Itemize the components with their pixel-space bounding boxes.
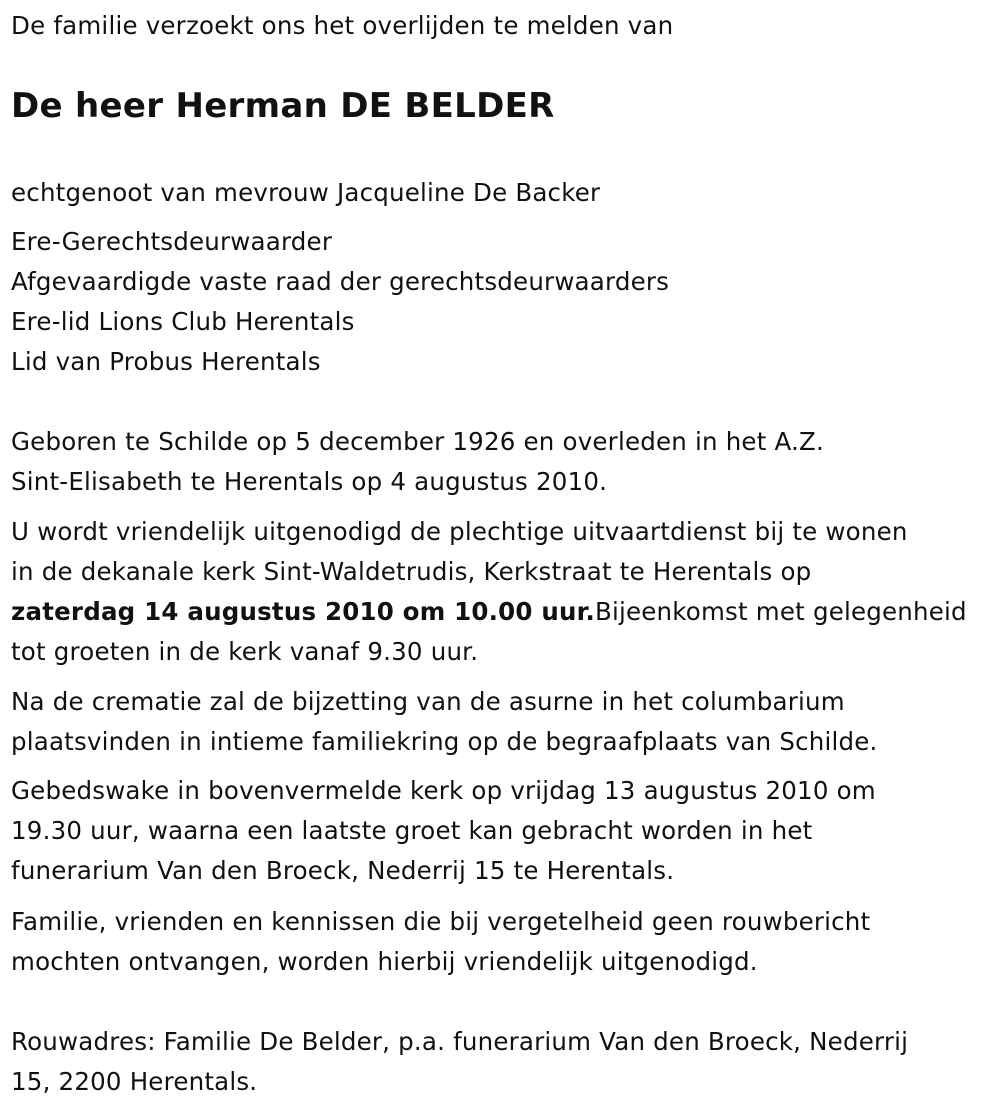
- paragraph-line: [11, 592, 967, 632]
- paragraph-line: Geboren te Schilde op 5 december 1926 en overleden in het A.Z.: [11, 427, 824, 456]
- titles-list: [11, 222, 669, 382]
- title-item: Ere-Gerechtsdeurwaarder: [11, 227, 333, 256]
- paragraph-line: funerarium Van den Broeck, Nederrij 15 te Herentals.: [11, 856, 675, 885]
- paragraph-line: tot groeten in de kerk vanaf 9.30 uur.: [11, 637, 479, 666]
- paragraph-line: Na de crematie zal de bijzetting van de asurne in het columbarium: [11, 687, 845, 716]
- title-item: Lid van Probus Herentals: [11, 347, 321, 376]
- deceased-name: De heer Herman DE BELDER: [11, 86, 555, 126]
- paragraph-line: Gebedswake in bovenvermelde kerk op vrijdag 13 augustus 2010 om: [11, 776, 876, 805]
- family-invitation-paragraph: [11, 902, 870, 982]
- service-gathering-text: Bijeenkomst met gelegenheid: [594, 597, 967, 626]
- paragraph-line: Rouwadres: Familie De Belder, p.a. funerarium Van den Broeck, Nederrij: [11, 1027, 909, 1056]
- cremation-paragraph: [11, 682, 878, 762]
- paragraph-line: Familie, vrienden en kennissen die bij vergetelheid geen rouwbericht: [11, 907, 871, 936]
- paragraph-line: mochten ontvangen, worden hierbij vriendelijk uitgenodigd.: [11, 947, 758, 976]
- paragraph-line: plaatsvinden in intieme familiekring op de begraafplaats van Schilde.: [11, 727, 878, 756]
- spouse-section: [11, 173, 600, 213]
- paragraph-line: Sint-Elisabeth te Herentals op 4 augustus 2010.: [11, 467, 608, 496]
- paragraph-line: U wordt vriendelijk uitgenodigd de plechtige uitvaartdienst bij te wonen: [11, 517, 908, 546]
- intro-text: De familie verzoekt ons het overlijden te melden van: [11, 11, 674, 40]
- paragraph-line: 19.30 uur, waarna een laatste groet kan gebracht worden in het: [11, 816, 813, 845]
- funeral-service-paragraph: [11, 512, 967, 672]
- spouse-text: echtgenoot van mevrouw Jacqueline De Backer: [11, 178, 601, 207]
- birth-death-paragraph: [11, 422, 824, 502]
- title-item: Afgevaardigde vaste raad der gerechtsdeurwaarders: [11, 267, 670, 296]
- paragraph-line: in de dekanale kerk Sint-Waldetrudis, Kerkstraat te Herentals op: [11, 557, 812, 586]
- mourning-address: [11, 1022, 908, 1102]
- prayer-vigil-paragraph: [11, 771, 876, 891]
- title-item: Ere-lid Lions Club Herentals: [11, 307, 355, 336]
- paragraph-line: 15, 2200 Herentals.: [11, 1067, 258, 1096]
- service-date: zaterdag 14 augustus 2010 om 10.00 uur.: [11, 597, 595, 626]
